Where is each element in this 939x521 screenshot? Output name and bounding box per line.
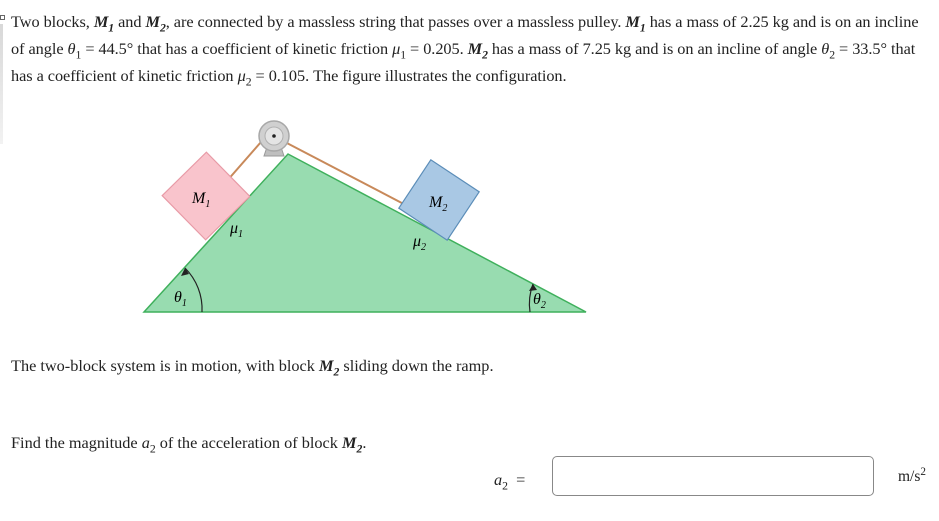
mu1-value: 0.205. — [423, 39, 464, 58]
m2-symbol: $M_2$ — [145, 12, 166, 35]
pulley — [259, 121, 289, 156]
m1-symbol: $M_1$ — [93, 12, 115, 35]
m2-mass-value: 7.25 kg — [582, 39, 632, 58]
mu1-label: $\mu_1$ — [230, 220, 244, 240]
answer-input[interactable] — [552, 456, 874, 496]
motion-statement: The two-block system is in motion, with block $M_2$ sliding down the ramp. — [11, 356, 494, 379]
block-m2-label: $M_2$ — [429, 194, 448, 214]
problem-text: Two blocks, $M_1$ and $M_2$, are connected by a massless string that passes over a massless pulley. $M_1$ has a mass of 2.25 kg and is on an incline of angle $\theta_1 = 44.5^\circ$ that has a coefficient of kinetic friction $\mu_1 = 0.205$. $M_2$ has a mass of 7.25 kg and is on an incline of angle $\theta_2 = 33.5^\circ$ that has a coefficient of kinetic friction $\mu_2 = 0.105$. The figure illustrates the configuration. — [11, 12, 919, 89]
theta2-value: 33.5° — [852, 39, 887, 58]
answer-label: $a_2$ = — [494, 470, 526, 493]
mu2-value: 0.105. — [268, 66, 310, 85]
theta2-label: $\theta_2$ — [533, 291, 546, 311]
incline-figure — [140, 118, 600, 318]
question-text: Find the magnitude $a_2$ of the acceleration of block $M_2$. — [11, 433, 367, 456]
side-scroll-strip — [0, 24, 3, 144]
answer-unit: $m/s^2$ — [898, 465, 926, 485]
theta1-value: 44.5° — [98, 39, 134, 58]
block-m1-label: $M_1$ — [192, 190, 211, 210]
theta1-label: $\theta_1$ — [174, 289, 187, 309]
page-marker — [0, 15, 5, 20]
m1-mass-value: 2.25 kg — [740, 12, 789, 31]
mu2-label: $\mu_2$ — [413, 233, 427, 253]
